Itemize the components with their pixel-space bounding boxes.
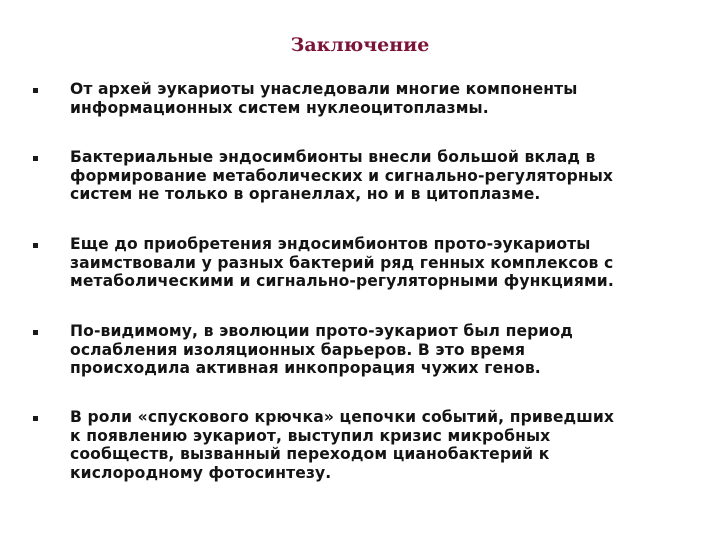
square-bullet-icon <box>33 330 38 335</box>
bullet-text <box>70 148 670 204</box>
bullet-line: формирование метаболических и сигнально-регуляторных <box>70 166 614 185</box>
square-bullet-icon <box>33 156 38 161</box>
square-bullet-icon <box>33 88 38 93</box>
bullet-text <box>70 408 670 482</box>
bullet-line: сообществ, вызванный переходом цианобактерий к <box>70 445 550 463</box>
bullet-line: кислородному фотосинтезу. <box>70 463 332 482</box>
square-bullet-icon <box>33 416 38 421</box>
bullet-line: происходила активная инкопрорация чужих генов. <box>70 359 541 377</box>
bullet-line: Бактериальные эндосимбионты внесли большой вклад в <box>70 148 596 166</box>
square-bullet-icon <box>33 243 38 248</box>
bullet-line: В роли «спускового крючка» цепочки событий, приведших <box>70 408 615 426</box>
bullet-text <box>70 80 670 117</box>
bullet-line: систем не только в органеллах, но и в цитоплазме. <box>70 185 541 203</box>
bullet-line: информационных систем нуклеоцитоплазмы. <box>70 98 489 117</box>
slide-title: Заключение <box>290 34 430 56</box>
bullet-line: заимствовали у разных бактерий ряд генных комплексов с <box>70 253 614 272</box>
bullet-line: метаболическими и сигнально-регуляторными функциями. <box>70 272 614 290</box>
bullet-line: Еще до приобретения эндосимбионтов прото-эукариоты <box>70 235 591 253</box>
bullet-line: По-видимому, в эволюции прото-эукариот был период <box>70 322 573 340</box>
bullet-text <box>70 322 670 378</box>
bullet-line: ослабления изоляционных барьеров. В это время <box>70 340 526 359</box>
bullet-line: к появлению эукариот, выступил кризис микробных <box>70 426 551 445</box>
bullet-text <box>70 235 670 291</box>
bullet-line: От архей эукариоты унаследовали многие компоненты <box>70 80 578 98</box>
